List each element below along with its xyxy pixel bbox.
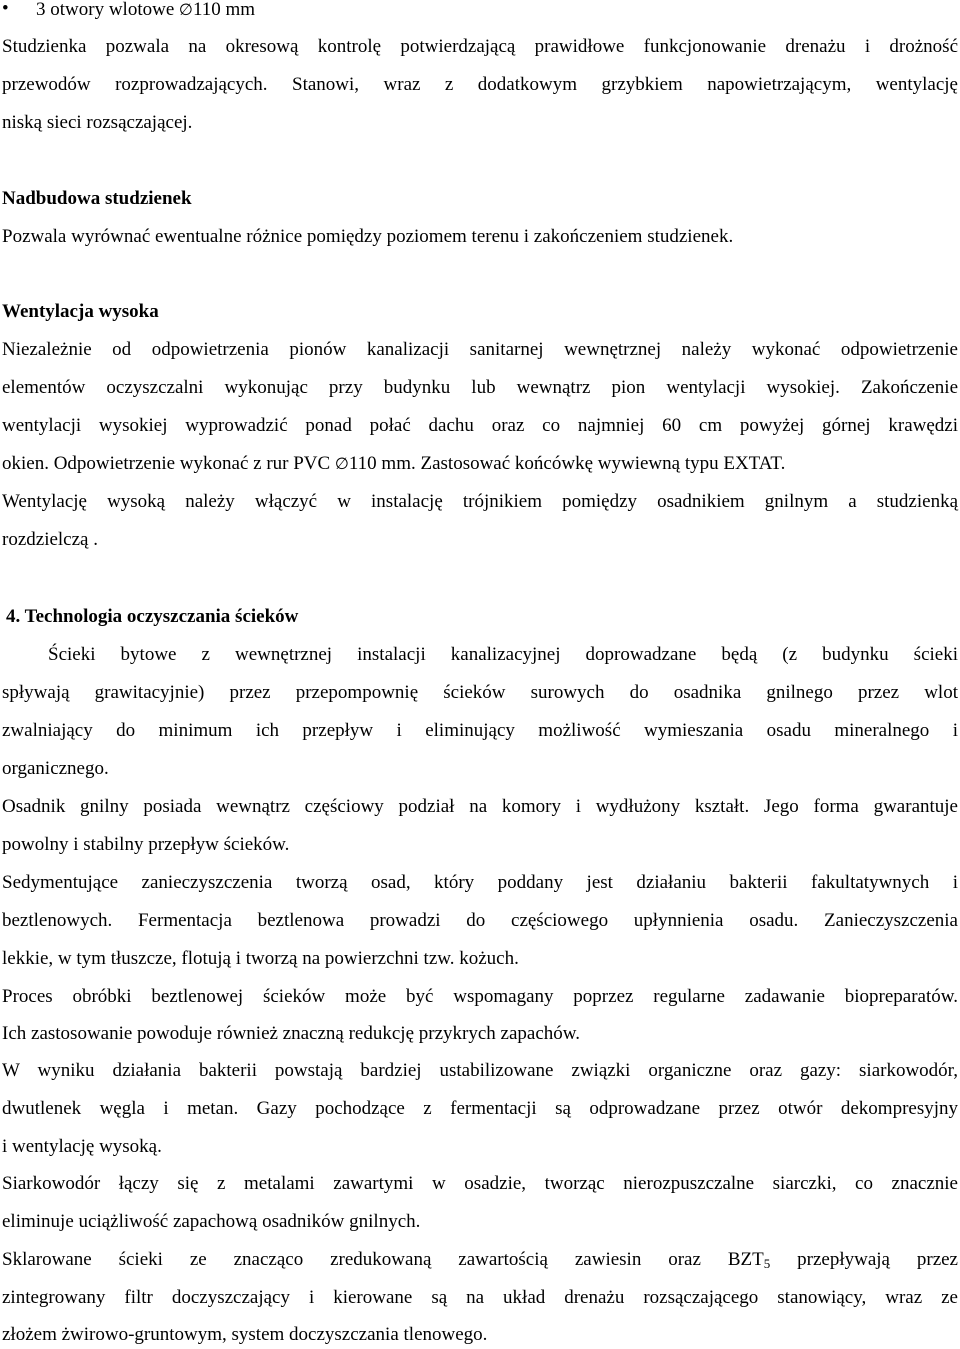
- paragraph-line: wentylacji wysokiej wyprowadzić ponad połać dachu oraz co najmniej 60 cm powyżej górnej krawędzi: [2, 415, 958, 436]
- paragraph-line: zwalniający do minimum ich przepływ i eliminujący możliwość wymieszania osadu mineralnego i: [2, 720, 958, 741]
- paragraph-line: złożem żwirowo-gruntowym, system doczyszczania tlenowego.: [2, 1324, 488, 1345]
- paragraph-line: elementów oczyszczalni wykonując przy budynku lub wewnątrz pion wentylacji wysokiej. Zakończenie: [2, 377, 958, 398]
- paragraph-line: Proces obróbki beztlenowej ścieków może być wspomagany poprzez regularne zadawanie biopreparatów.: [2, 986, 958, 1007]
- paragraph-line: Ścieki bytowe z wewnętrznej instalacji kanalizacyjnej doprowadzane będą (z budynku ścieki: [48, 644, 958, 665]
- paragraph-line: Studzienka pozwala na okresową kontrolę potwierdzającą prawidłowe funkcjonowanie drenażu i drożność: [2, 36, 958, 57]
- paragraph-line: dwutlenek węgla i metan. Gazy pochodzące z fermentacji są odprowadzane przez otwór dekompresyjny: [2, 1098, 958, 1119]
- paragraph-line: lekkie, w tym tłuszcze, flotują i tworzą na powierzchni tzw. kożuch.: [2, 948, 519, 969]
- section-heading: Wentylacja wysoka: [2, 301, 159, 322]
- paragraph-line: [2, 452, 958, 476]
- paragraph-line: Ich zastosowanie powoduje również znaczną redukcję przykrych zapachów.: [2, 1023, 580, 1044]
- paragraph-line: powolny i stabilny przepływ ścieków.: [2, 834, 290, 855]
- bullet-text-pre: 3 otwory wlotowe: [36, 0, 180, 20]
- paragraph-line: rozdzielczą .: [2, 529, 98, 550]
- text-pre: okien. Odpowietrzenie wykonać z rur PVC: [2, 453, 335, 474]
- bullet-dot: •: [2, 0, 9, 19]
- paragraph-line: przewodów rozprowadzających. Stanowi, wraz z dodatkowym grzybkiem napowietrzającym, wentylację: [2, 74, 958, 95]
- text-post: 110 mm. Zastosować końcówkę wywiewną typu EXTAT.: [348, 453, 786, 474]
- paragraph-line: Niezależnie od odpowietrzenia pionów kanalizacji sanitarnej wewnętrznej należy wykonać odpowietrzenie: [2, 339, 958, 360]
- section-heading: Nadbudowa studzienek: [2, 188, 192, 209]
- paragraph-line: spływają grawitacyjnie) przez przepompownię ścieków surowych do osadnika gnilnego przez wlot: [2, 682, 958, 703]
- paragraph-line: niską sieci rozsączającej.: [2, 112, 193, 133]
- diameter-symbol: ∅: [334, 454, 349, 473]
- text-pre: Sklarowane ścieki ze znacząco zredukowaną zawartością zawiesin oraz BZT: [2, 1249, 764, 1270]
- paragraph-line: Pozwala wyrównać ewentualne różnice pomiędzy poziomem terenu i zakończeniem studzienek.: [2, 226, 734, 247]
- paragraph-line: W wyniku działania bakterii powstają bardziej ustabilizowane związki organiczne oraz gazy: siarkowodór,: [2, 1060, 958, 1081]
- paragraph-line: Siarkowodór łączy się z metalami zawartymi w osadzie, tworząc nierozpuszczalne siarczki, co znacznie: [2, 1173, 958, 1194]
- subscript: 5: [763, 1256, 771, 1271]
- paragraph-line: Wentylację wysoką należy włączyć w instalację trójnikiem pomiędzy osadnikiem gnilnym a studzienką: [2, 491, 958, 512]
- section-heading: 4. Technologia oczyszczania ścieków: [6, 606, 299, 627]
- bullet-text-post: 110 mm: [192, 0, 256, 20]
- paragraph-line: organicznego.: [2, 758, 109, 779]
- paragraph-line: Osadnik gnilny posiada wewnątrz częściowy podział na komory i wydłużony kształt. Jego forma gwarantuje: [2, 796, 958, 817]
- paragraph-line: beztlenowych. Fermentacja beztlenowa prowadzi do częściowego upłynnienia osadu. Zanieczyszczenia: [2, 910, 958, 931]
- paragraph-line: i wentylację wysoką.: [2, 1136, 162, 1157]
- diameter-symbol: ∅: [179, 0, 193, 19]
- paragraph-line: [2, 1248, 958, 1276]
- bullet-item: [36, 0, 958, 22]
- paragraph-line: eliminuje uciążliwość zapachową osadników gnilnych.: [2, 1211, 421, 1232]
- paragraph-line: zintegrowany filtr doczyszczający i kierowane są na układ drenażu rozsączającego stanowiący, wraz ze: [2, 1287, 958, 1308]
- paragraph-line: Sedymentujące zanieczyszczenia tworzą osad, który poddany jest działaniu bakterii fakultatywnych i: [2, 872, 958, 893]
- text-post: przepływają przez: [770, 1249, 958, 1270]
